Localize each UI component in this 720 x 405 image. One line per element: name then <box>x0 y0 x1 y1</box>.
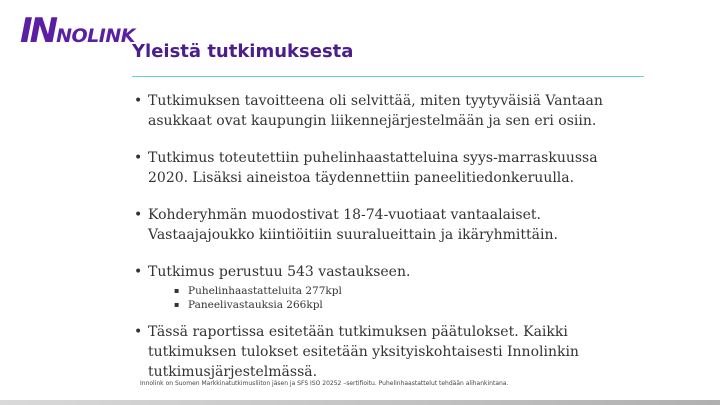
logo-mark: IN <box>20 11 56 51</box>
bullet-item <box>132 262 642 312</box>
bullet-item: • Kohderyhmän muodostivat 18-74-vuotiaat vantaalaiset. Vastaajajoukko kiintiöitiin suuralueittain ja ikäryhmittäin. <box>132 205 642 245</box>
logo-wordmark: NOLINK <box>56 25 135 47</box>
sub-bullet-item: ▪ Puhelinhaastatteluita 277kpl <box>174 284 642 298</box>
innolink-logo <box>20 11 135 51</box>
bullet-item: • Tutkimus toteutettiin puhelinhaastatteluina syys-marraskuussa 2020. Lisäksi aineistoa täydennettiin paneelitiedonkeruulla. <box>132 148 642 188</box>
bullet-list <box>132 91 642 399</box>
sub-bullet-item: ▪ Paneelivastauksia 266kpl <box>174 298 642 312</box>
bullet-text: Tutkimus perustuu 543 vastaukseen. <box>148 264 411 280</box>
bottom-decoration <box>0 400 720 405</box>
bullet-item: • Tässä raportissa esitetään tutkimuksen päätulokset. Kaikki tutkimuksen tulokset esitetään yksityiskohtaisesti Innolinkin tutkimusjärjestelmässä. <box>132 322 642 382</box>
sub-bullet-list <box>174 284 642 312</box>
title-divider <box>132 76 644 77</box>
bullet-item: • Tutkimuksen tavoitteena oli selvittää, miten tyytyväisiä Vantaan asukkaat ovat kaupungin liikennejärjestelmään ja sen eri osiin. <box>132 91 642 131</box>
slide-title: Yleistä tutkimuksesta <box>132 41 354 62</box>
footer-note: Innolink on Suomen Markkinatutkimusliiton jäsen ja SFS ISO 20252 –sertifioitu. Puhelinhaastattelut tehdään alihankintana. <box>140 380 509 387</box>
